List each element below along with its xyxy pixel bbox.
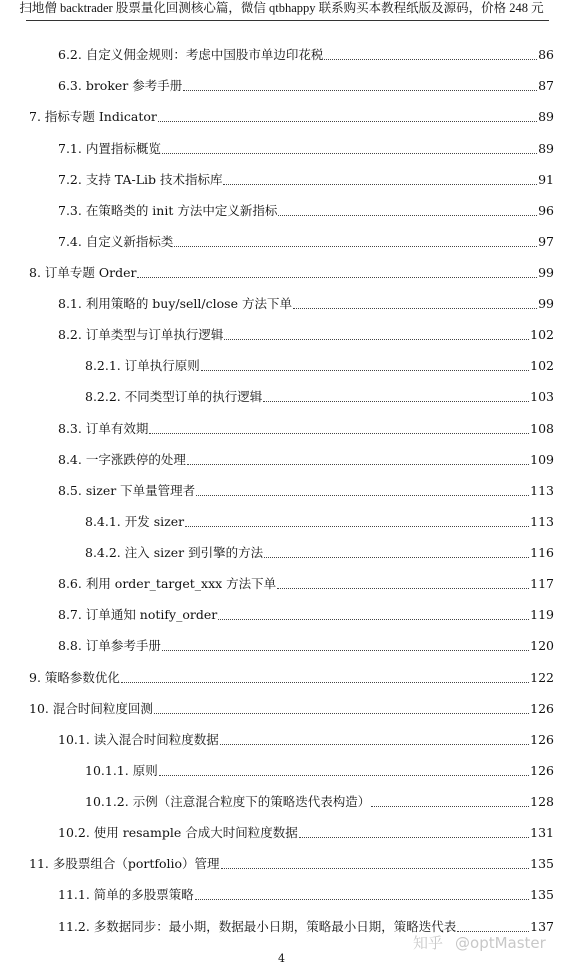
toc-entry[interactable] — [58, 883, 554, 903]
toc-entry[interactable] — [58, 821, 554, 841]
toc-entry[interactable] — [85, 354, 554, 374]
toc-leader-dots — [201, 369, 529, 371]
watermark-author: @optMaster — [455, 933, 546, 952]
toc-entry-label: 8.3. 订单有效期 — [58, 421, 149, 436]
toc-entry-label: 8.1. 利用策略的 buy/sell/close 方法下单 — [58, 296, 292, 311]
toc-leader-dots — [264, 556, 529, 558]
toc-entry-page: 91 — [538, 172, 554, 187]
header-banner: 扫地僧 backtrader 股票量化回测核心篇，微信 qtbhappy 联系购买本教程纸版及源码，价格 248 元 — [19, 1, 544, 15]
toc-entry[interactable] — [58, 168, 554, 188]
toc-leader-dots — [185, 525, 529, 527]
watermark — [413, 932, 546, 953]
toc-leader-dots — [149, 432, 529, 434]
toc-entry-page: 109 — [530, 452, 554, 467]
toc-entry[interactable] — [29, 852, 554, 872]
toc-entry-page: 131 — [530, 825, 554, 840]
toc-entry-page: 126 — [530, 701, 554, 716]
toc-entry-page: 116 — [530, 545, 554, 560]
header-divider — [26, 20, 549, 21]
toc-entry-label: 10.1.1. 原则 — [85, 763, 158, 778]
toc-entry-label: 7.2. 支持 TA-Lib 技术指标库 — [58, 172, 223, 187]
toc-leader-dots — [174, 245, 537, 247]
page-number: 4 — [278, 952, 285, 965]
toc-entry-label: 10.2. 使用 resample 合成大时间粒度数据 — [58, 825, 298, 840]
toc-entry[interactable] — [58, 603, 554, 623]
toc-entry-page: 97 — [538, 234, 554, 249]
toc-entry-label: 8.2.2. 不同类型订单的执行逻辑 — [85, 389, 263, 404]
toc-entry-page: 117 — [530, 576, 554, 591]
toc-entry-label: 11.1. 简单的多股票策略 — [58, 887, 194, 902]
toc-entry[interactable] — [58, 199, 554, 219]
toc-entry[interactable] — [85, 385, 554, 405]
toc-entry-page: 128 — [530, 794, 554, 809]
toc-entry-label: 8.5. sizer 下单量管理者 — [58, 483, 196, 498]
toc-entry-page: 120 — [530, 638, 554, 653]
toc-leader-dots — [195, 898, 529, 900]
toc-entry[interactable] — [58, 323, 554, 343]
toc-entry-label: 10.1.2. 示例（注意混合粒度下的策略迭代表构造） — [85, 794, 371, 809]
toc-entry-page: 87 — [538, 78, 554, 93]
toc-entry-page: 126 — [530, 763, 554, 778]
toc-leader-dots — [299, 836, 529, 838]
toc-entry-page: 119 — [530, 607, 554, 622]
toc-entry-label: 7. 指标专题 Indicator — [29, 109, 157, 124]
toc-leader-dots — [371, 805, 529, 807]
toc-entry-label: 11. 多股票组合（portfolio）管理 — [29, 856, 220, 871]
toc-entry-page: 96 — [538, 203, 554, 218]
toc-entry[interactable] — [58, 572, 554, 592]
toc-entry[interactable] — [58, 448, 554, 468]
toc-leader-dots — [293, 307, 537, 309]
toc-entry[interactable] — [58, 74, 554, 94]
toc-entry-label: 6.3. broker 参考手册 — [58, 78, 183, 93]
toc-entry-label: 8.6. 利用 order_target_xxx 方法下单 — [58, 576, 277, 591]
toc-entry-label: 8.4.1. 开发 sizer — [85, 514, 185, 529]
toc-leader-dots — [324, 58, 537, 60]
toc-entry-page: 99 — [538, 296, 554, 311]
toc-leader-dots — [162, 649, 529, 651]
watermark-site: 知乎 — [413, 934, 444, 952]
toc-leader-dots — [221, 867, 530, 869]
toc-entry[interactable] — [29, 261, 554, 281]
toc-entry-page: 89 — [538, 141, 554, 156]
toc-entry[interactable] — [29, 105, 554, 125]
toc-entry[interactable] — [85, 759, 554, 779]
toc-leader-dots — [137, 276, 537, 278]
toc-entry-label: 8. 订单专题 Order — [29, 265, 137, 280]
toc-entry[interactable] — [58, 634, 554, 654]
toc-leader-dots — [220, 743, 529, 745]
toc-leader-dots — [187, 463, 529, 465]
toc-leader-dots — [196, 494, 529, 496]
toc-entry-page: 126 — [530, 732, 554, 747]
toc-leader-dots — [277, 587, 529, 589]
toc-entry-label: 7.4. 自定义新指标类 — [58, 234, 174, 249]
toc-entry-label: 10. 混合时间粒度回测 — [29, 701, 153, 716]
toc-entry-label: 7.1. 内置指标概览 — [58, 141, 161, 156]
toc-entry-page: 89 — [538, 109, 554, 124]
toc-entry-label: 6.2. 自定义佣金规则：考虑中国股市单边印花税 — [58, 47, 324, 62]
toc-leader-dots — [158, 120, 537, 122]
toc-entry-label: 8.2.1. 订单执行原则 — [85, 358, 200, 373]
toc-leader-dots — [223, 183, 537, 185]
toc-entry[interactable] — [58, 230, 554, 250]
toc-entry-page: 113 — [530, 514, 554, 529]
toc-entry-label: 8.4. 一字涨跌停的处理 — [58, 452, 186, 467]
toc-entry-page: 108 — [530, 421, 554, 436]
toc-entry[interactable] — [58, 728, 554, 748]
toc-leader-dots — [218, 618, 529, 620]
toc-entry-label: 8.2. 订单类型与订单执行逻辑 — [58, 327, 224, 342]
toc-leader-dots — [224, 338, 529, 340]
toc-entry[interactable] — [85, 510, 554, 530]
toc-entry[interactable] — [85, 790, 554, 810]
toc-entry-label: 8.4.2. 注入 sizer 到引擎的方法 — [85, 545, 264, 560]
toc-entry-page: 135 — [530, 887, 554, 902]
toc-entry-label: 8.8. 订单参考手册 — [58, 638, 161, 653]
toc-entry[interactable] — [85, 541, 554, 561]
toc-entry[interactable] — [58, 43, 554, 63]
toc-entry-page: 102 — [530, 327, 554, 342]
toc-leader-dots — [263, 400, 529, 402]
toc-leader-dots — [162, 152, 537, 154]
toc-entry-page: 113 — [530, 483, 554, 498]
toc-entry-page: 99 — [538, 265, 554, 280]
toc-entry-label: 7.3. 在策略类的 init 方法中定义新指标 — [58, 203, 278, 218]
toc-entry[interactable] — [58, 417, 554, 437]
toc-entry-label: 11.2. 多数据同步：最小期，数据最小日期，策略最小日期，策略迭代表 — [58, 919, 457, 934]
toc-entry[interactable] — [58, 292, 554, 312]
toc-leader-dots — [154, 712, 529, 714]
toc-entry-page: 122 — [530, 670, 554, 685]
toc-entry-page: 135 — [530, 856, 554, 871]
toc-entry-label: 10.1. 读入混合时间粒度数据 — [58, 732, 219, 747]
toc-leader-dots — [183, 89, 537, 91]
toc-leader-dots — [121, 681, 529, 683]
toc-entry-label: 9. 策略参数优化 — [29, 670, 120, 685]
toc-entry-page: 137 — [530, 919, 554, 934]
toc-entry[interactable] — [58, 479, 554, 499]
toc-entry-page: 86 — [538, 47, 554, 62]
toc-entry-page: 103 — [530, 389, 554, 404]
toc-entry[interactable] — [29, 697, 554, 717]
toc-entry[interactable] — [29, 666, 554, 686]
toc-leader-dots — [278, 214, 537, 216]
toc-leader-dots — [159, 774, 529, 776]
toc-entry-label: 8.7. 订单通知 notify_order — [58, 607, 218, 622]
toc-entry-page: 102 — [530, 358, 554, 373]
toc-entry[interactable] — [58, 137, 554, 157]
